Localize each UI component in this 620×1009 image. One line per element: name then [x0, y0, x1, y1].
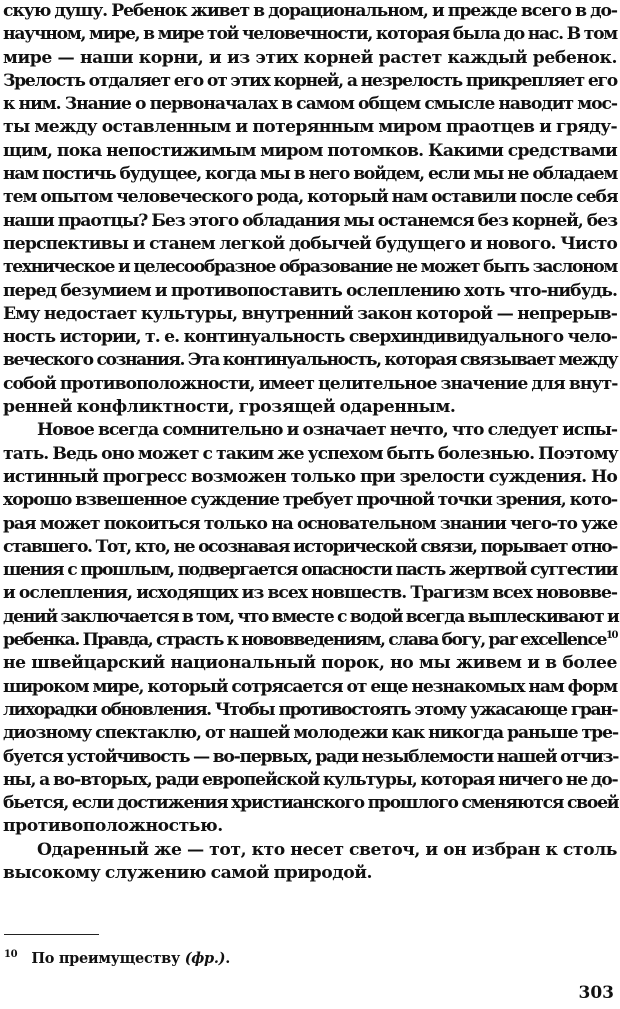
- footnote-reference[interactable]: 10: [605, 630, 617, 642]
- text-line-content: ребенка. Правда, страсть к нововведениям, слава богу, par excellence: [3, 630, 606, 651]
- text-line: лихорадки обновления. Чтобы противостоять этому ужасающе гран-: [3, 699, 617, 720]
- text-line: скую душу. Ребенок живет в дорациональном, и прежде всего в до-: [3, 1, 617, 21]
- text-line: мире — наши корни, и из этих корней растет каждый ребенок.: [3, 47, 617, 68]
- text-line: перспективы и станем легкой добычей будущего и нового. Чисто: [3, 233, 617, 254]
- text-line: тать. Ведь оно может с таким же успехом быть болезнью. Поэтому: [3, 443, 618, 464]
- text-line: Новое всегда сомнительно и означает нечто, что следует испы-: [37, 420, 617, 441]
- text-line: собой противоположности, имеет целительное значение для внут-: [3, 373, 618, 394]
- text-line: не швейцарский национальный порок, но мы живем и в более: [3, 653, 617, 674]
- paragraph-3: [3, 839, 617, 886]
- text-line-with-footnote-ref: [3, 629, 617, 652]
- footnote-text: По преимуществу: [31, 950, 180, 967]
- text-line: нам постичь будущее, когда мы в него войдем, если мы не обладаем: [3, 164, 617, 185]
- text-line: перед безумием и противопоставить ослеплению хоть что-нибудь.: [3, 280, 617, 301]
- page-number: 303: [578, 983, 614, 1003]
- text-line: щим, пока непостижимым миром потомков. Какими средствами: [3, 140, 617, 161]
- main-text: [3, 0, 617, 885]
- text-line: ставшего. Тот, кто, не осознавая исторической связи, порывает отно-: [3, 536, 617, 557]
- text-line: Зрелость отдаляет его от этих корней, а незрелость прикрепляет его: [3, 70, 617, 91]
- text-line: истинный прогресс возможен только при зрелости суждения. Но: [3, 466, 617, 487]
- text-line: ренней конфликтности, грозящей одаренным.: [3, 397, 456, 418]
- text-line: веческого сознания. Эта континуальность, которая связывает между: [3, 350, 617, 371]
- text-line: диозному спектаклю, от нашей молодежи как никогда раньше тре-: [3, 723, 619, 744]
- text-line: тем опытом человеческого рода, который нам оставили после себя: [3, 187, 618, 208]
- footnote-end: .: [225, 950, 230, 967]
- text-line: противоположностью.: [3, 816, 223, 837]
- text-line: Одаренный же — тот, кто несет светоч, и он избран к столь: [37, 839, 617, 860]
- text-line: буется устойчивость — во-первых, ради незыблемости нашей отчиз-: [3, 746, 619, 767]
- text-line: высокому служению самой природой.: [3, 862, 373, 883]
- text-line: Ему недостает культуры, внутренний закон которой — непрерыв-: [3, 303, 617, 324]
- text-line: шения с прошлым, подвергается опасности пасть жертвой суггестии: [3, 560, 617, 581]
- text-line: широком мире, который сотрясается от еще незнакомых нам форм: [3, 676, 617, 697]
- text-line: бьется, если достижения христианского прошлого сменяются своей: [3, 793, 619, 814]
- text-line: научном, мире, в мире той человечности, которая была до нас. В том: [3, 24, 617, 45]
- footnote-language-gloss: (фр.): [184, 950, 226, 967]
- text-line: и ослепления, исходящих из всех новшеств. Трагизм всех нововве-: [3, 583, 617, 604]
- paragraph-2: [3, 419, 617, 838]
- text-line: ты между оставленным и потерянным миром праотцев и гряду-: [3, 117, 617, 138]
- footnote-number: 10: [4, 949, 18, 960]
- text-line: ность истории, т. е. континуальность сверхиндивидуального чело-: [3, 327, 617, 348]
- footnote: [4, 949, 230, 967]
- text-line: хорошо взвешенное суждение требует прочной точки зрения, кото-: [3, 490, 617, 511]
- paragraph-1: [3, 0, 617, 419]
- text-line: техническое и целесообразное образование не может быть заслоном: [3, 257, 617, 278]
- footnote-divider: [4, 934, 99, 935]
- text-line: наши праотцы? Без этого обладания мы останемся без корней, без: [3, 210, 617, 231]
- text-line: дений заключается в том, что вместе с водой всегда выплескивают и: [3, 606, 619, 627]
- text-line: ны, а во-вторых, ради европейской культуры, которая ничего не до-: [3, 769, 618, 790]
- text-line: рая может покоиться только на основательном знании чего-то уже: [3, 513, 617, 534]
- text-line: к ним. Знание о первоначалах в самом общем смысле наводит мос-: [3, 94, 617, 115]
